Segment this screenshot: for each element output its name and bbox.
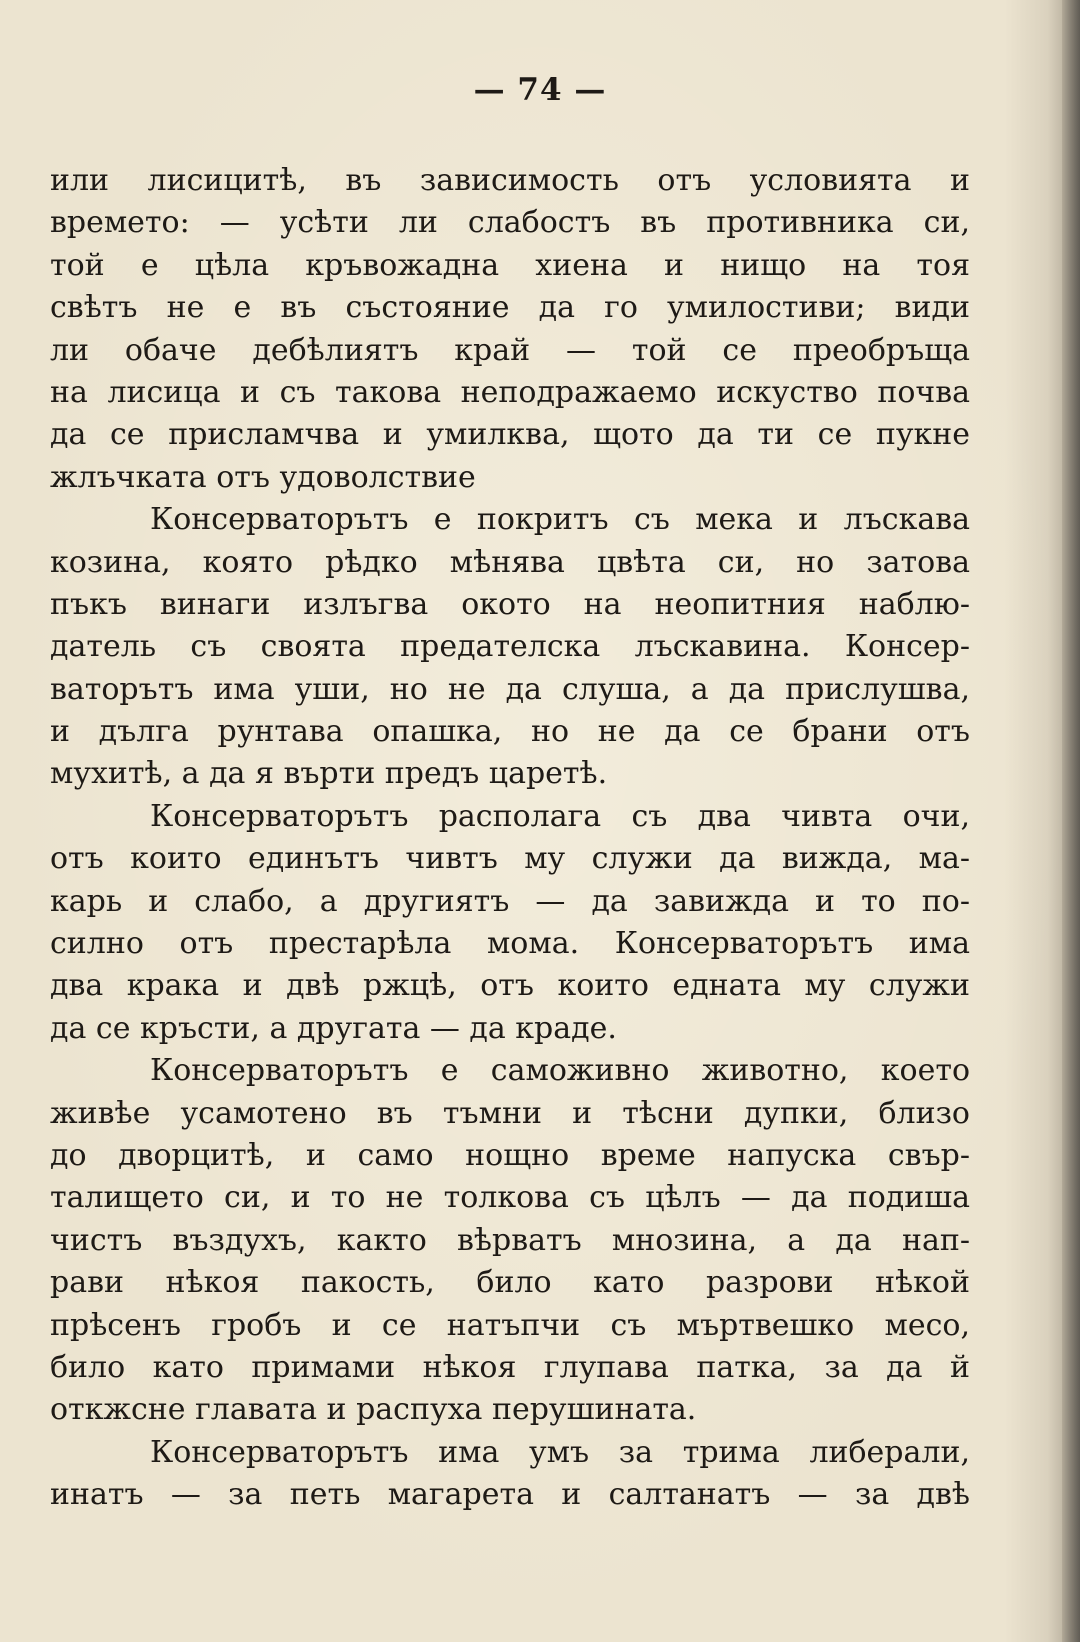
text-line: ли обаче дебѣлиятъ край — той се преобръща [50, 332, 970, 368]
text-line: датель съ своята предателска лъскавина. Консер- [50, 629, 970, 665]
text-line: ваторътъ има уши, но не да слуша, а да прислушва, [50, 671, 970, 707]
text-line: пъкъ винаги излъгва окото на неопитния наблю- [50, 586, 970, 622]
body-text [50, 160, 970, 1517]
text-line: чистъ въздухъ, както вѣрватъ мнозина, а да нап- [50, 1222, 970, 1258]
text-line: жлъчката отъ удоволствие [50, 459, 476, 495]
text-line: времето: — усѣти ли слабостъ въ противника си, [50, 205, 970, 241]
text-line: силно отъ престарѣла мома. Консерваторътъ има [50, 926, 970, 962]
page-number: — 74 — [473, 72, 607, 108]
text-line: козина, която рѣдко мѣнява цвѣта си, но затова [50, 544, 970, 580]
text-line: инатъ — за петь магарета и салтанатъ — за двѣ [50, 1477, 970, 1513]
text-line: карь и слабо, а другиятъ — да завижда и то по- [50, 883, 970, 919]
text-line: на лисица и съ такова неподражаемо искуство почва [50, 374, 970, 410]
text-line: Консерваторътъ е покритъ съ мека и лъскава [150, 502, 970, 538]
page-edge-shadow [1062, 0, 1080, 1642]
text-line: да се присламчва и умилква, щото да ти се пукне [50, 417, 970, 453]
text-line: той е цѣла кръвожадна хиена и нищо на тоя [50, 247, 970, 283]
text-line: да се кръсти, а другата — да краде. [50, 1010, 617, 1046]
text-line: Консерваторътъ е саможивно животно, което [150, 1053, 970, 1089]
text-line: и дълга рунтава опашка, но не да се брани отъ [50, 714, 970, 750]
text-line: прѣсенъ гробъ и се натъпчи съ мъртвешко месо, [50, 1307, 970, 1343]
text-line: мухитѣ, а да я върти предъ царетѣ. [50, 756, 608, 792]
text-line: талището си, и то не толкова съ цѣлъ — да подиша [50, 1180, 970, 1216]
text-line: отъ които единътъ чивтъ му служи да вижда, ма- [50, 841, 970, 877]
text-line: било като примами нѣкоя глупава патка, за да й [50, 1349, 970, 1385]
text-line: свѣтъ не е въ състояние да го умилостиви; види [50, 290, 970, 326]
text-line: два крака и двѣ ржцѣ, отъ които едната му служи [50, 968, 970, 1004]
text-line: до дворцитѣ, и само нощно време напуска свър- [50, 1137, 970, 1173]
text-line: рави нѣкоя пакость, било като разрови нѣкой [50, 1265, 970, 1301]
text-line: или лисицитѣ, въ зависимость отъ условията и [50, 163, 970, 198]
text-line: Консерваторътъ располага съ два чивта очи, [150, 798, 970, 834]
text-line: откжсне главата и распуха перушината. [50, 1392, 697, 1428]
text-line: живѣе усамотено въ тъмни и тѣсни дупки, близо [50, 1095, 970, 1131]
text-line: Консерваторътъ има умъ за трима либерали, [150, 1434, 970, 1470]
